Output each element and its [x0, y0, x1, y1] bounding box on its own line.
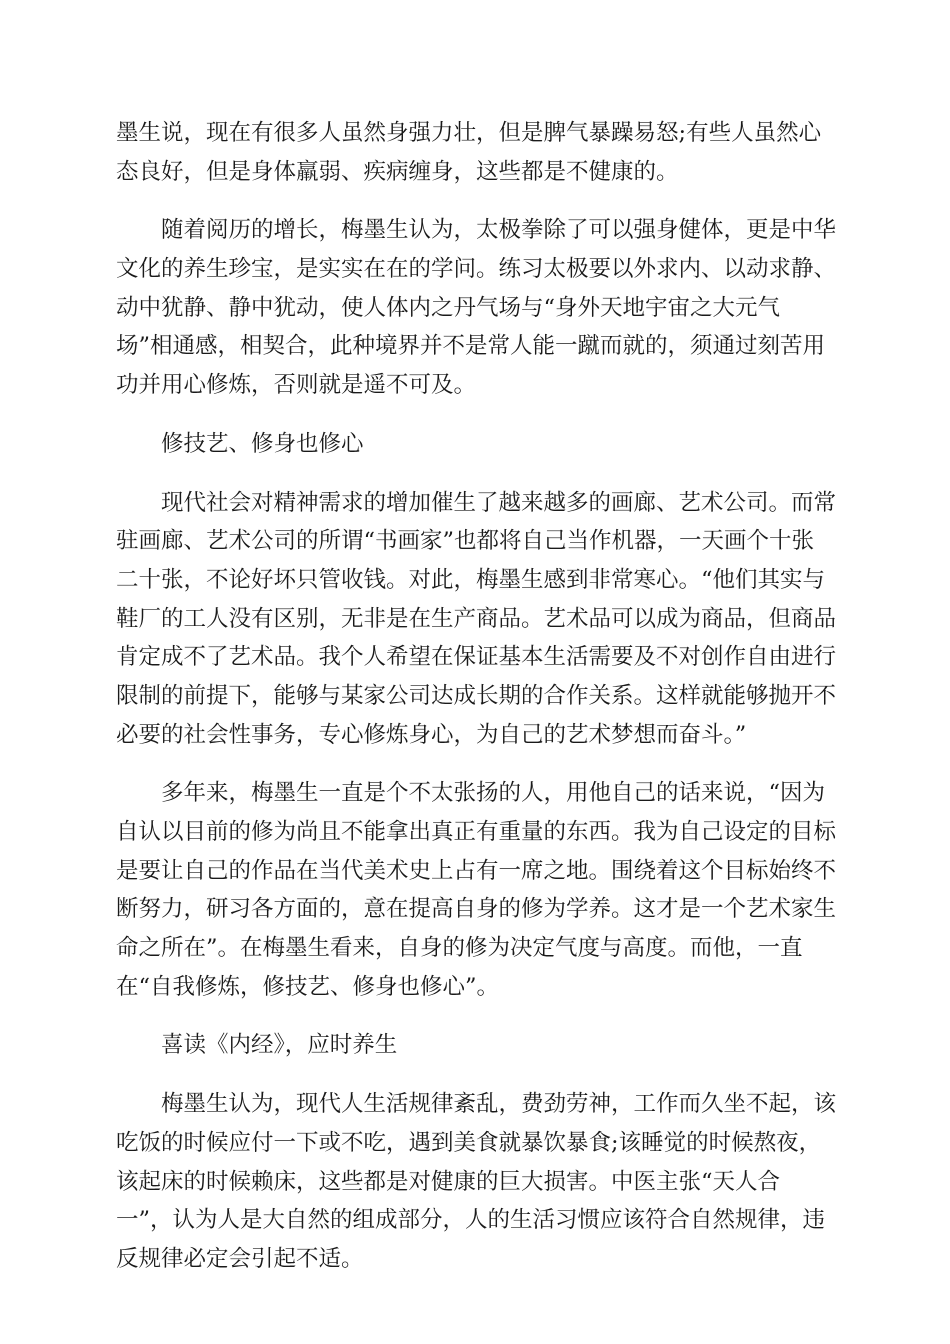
text-line: 该起床的时候赖床，这些都是对健康的巨大损害。中医主张“天人合: [116, 1168, 781, 1195]
text-line: 自认以目前的修为尚且不能拿出真正有重量的东西。我为自己设定的目标: [116, 819, 837, 845]
text-line: 限制的前提下，能够与某家公司达成长期的合作关系。这样就能够抛开不: [116, 682, 837, 709]
text-line: 必要的社会性事务，专心修炼身心，为自己的艺术梦想而奋斗。”: [116, 721, 747, 748]
text-line: 墨生说，现在有很多人虽然身强力壮，但是脾气暴躁易怒;有些人虽然心: [116, 120, 822, 146]
text-line: 功并用心修炼，否则就是遥不可及。: [116, 372, 477, 399]
text-line: 梅墨生认为，现代人生活规律紊乱，费劲劳神，工作而久坐不起，该: [161, 1091, 837, 1118]
text-line: 多年来，梅墨生一直是个不太张扬的人，用他自己的话来说，“因为: [161, 780, 826, 807]
text-line: 场”相通感，相契合，此种境界并不是常人能一蹴而就的，须通过刻苦用: [116, 333, 826, 360]
section-heading: 修技艺、修身也修心: [161, 430, 364, 457]
text-line: 随着阅历的增长，梅墨生认为，太极拳除了可以强身健体，更是中华: [161, 217, 837, 244]
text-line: 断努力，研习各方面的，意在提高自身的修为学养。这才是一个艺术家生: [116, 896, 837, 923]
text-line: 一”，认为人是大自然的组成部分，人的生活习惯应该符合自然规律，违: [116, 1207, 826, 1234]
text-line: 驻画廊、艺术公司的所谓“书画家”也都将自己当作机器，一天画个十张: [116, 528, 815, 555]
text-line: 现代社会对精神需求的增加催生了越来越多的画廊、艺术公司。而常: [161, 489, 837, 516]
text-line: 是要让自己的作品在当代美术史上占有一席之地。围绕着这个目标始终不: [116, 857, 837, 884]
text-line: 态良好，但是身体羸弱、疾病缠身，这些都是不健康的。: [116, 158, 679, 185]
text-line: 鞋厂的工人没有区别，无非是在生产商品。艺术品可以成为商品，但商品: [116, 605, 837, 632]
paragraph: [116, 1085, 836, 1278]
text-line: 二十张，不论好坏只管收钱。对此，梅墨生感到非常寒心。“他们其实与: [116, 566, 826, 593]
text-line: 吃饭的时候应付一下或不吃，遇到美食就暴饮暴食;该睡觉的时候熬夜，: [116, 1129, 822, 1156]
text-line: 肯定成不了艺术品。我个人希望在保证基本生活需要及不对创作自由进行: [116, 644, 837, 671]
article-body: [116, 114, 836, 1279]
paragraph: [116, 114, 836, 191]
paragraph: [116, 774, 836, 1006]
section-heading: 喜读《内经》，应时养生: [161, 1032, 398, 1059]
text-line: 文化的养生珍宝，是实实在在的学问。练习太极要以外求内、以动求静、: [116, 256, 837, 283]
paragraph: [116, 211, 836, 404]
text-line: 反规律必定会引起不适。: [116, 1245, 364, 1272]
text-line: 动中犹静、静中犹动，使人体内之丹气场与“身外天地宇宙之大元气: [116, 294, 781, 321]
text-line: 命之所在”。在梅墨生看来，自身的修为决定气度与高度。而他，一直: [116, 935, 803, 962]
paragraph: [116, 484, 836, 755]
text-line: 在“自我修炼，修技艺、修身也修心”。: [116, 973, 500, 1000]
